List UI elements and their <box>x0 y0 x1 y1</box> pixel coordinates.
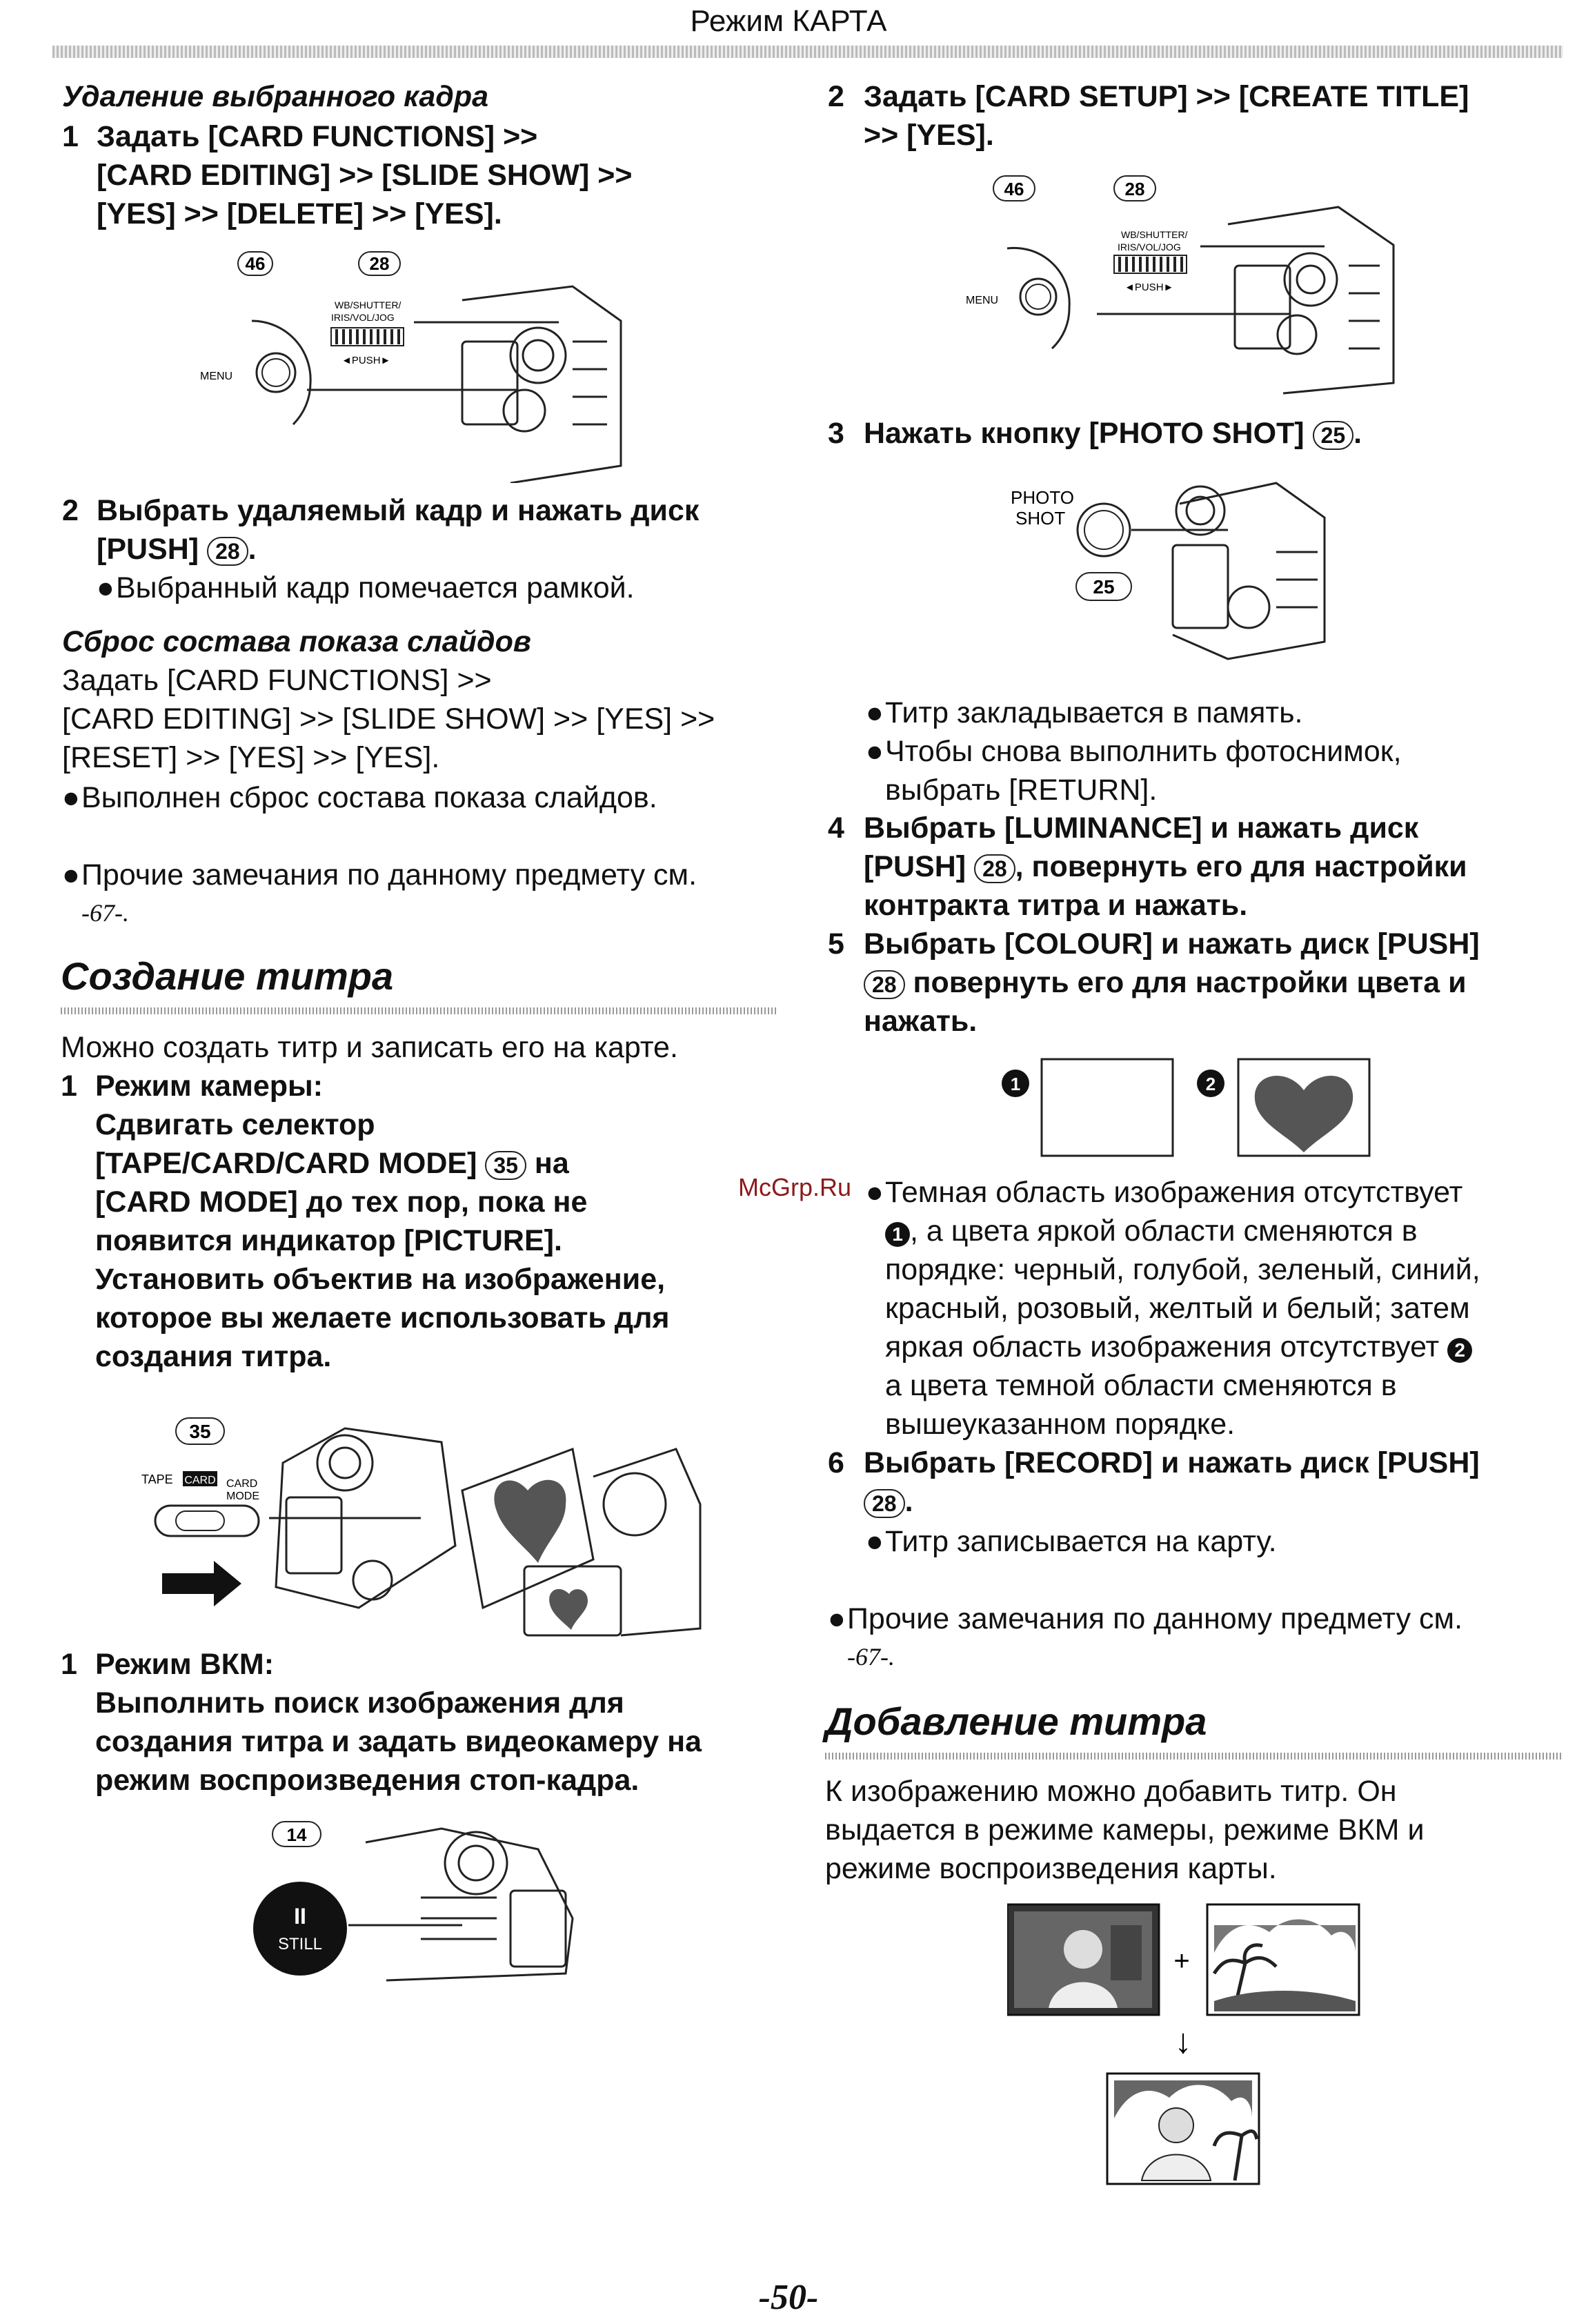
other-note-left: ●Прочие замечания по данному предмету см. <box>62 858 697 892</box>
reset-section-title: Сброс состава показа слайдов <box>62 625 531 658</box>
section-rule <box>825 1753 1563 1760</box>
header-bar <box>52 46 1563 58</box>
create-intro: Можно создать титр и записать его на карте. <box>61 1031 678 1064</box>
section-rule <box>61 1007 778 1014</box>
note-text: Выполнен сброс состава показа слайдов. <box>81 781 657 814</box>
menu-label: MENU <box>200 371 233 382</box>
page-reference: -67-. <box>81 899 129 927</box>
photo-shot-label: PHOTO <box>1011 487 1074 508</box>
title-step4 <box>864 809 1467 925</box>
arrow-down: ↓ <box>1174 2022 1192 2060</box>
create-step1-line: создания титра. <box>95 1340 332 1373</box>
photo-shot-figure <box>1000 476 1331 662</box>
delete-step2-line1: Выбрать удаляемый кадр и нажать диск <box>97 494 700 527</box>
title-step2-line: >> [YES]. <box>864 119 994 152</box>
still-label: STILL <box>277 1935 323 1953</box>
note-line: ●Чтобы снова выполнить фотоснимок, <box>866 735 1402 768</box>
reset-line: [CARD EDITING] >> [SLIDE SHOW] >> [YES] >> <box>62 702 715 736</box>
ref-badge: 28 <box>1124 179 1145 199</box>
menu-dial-figure-1 <box>186 245 628 483</box>
title-step3: Нажать кнопку [PHOTO SHOT] 25 . <box>864 417 1362 450</box>
card-mode-label: MODE <box>226 1490 259 1502</box>
pause-symbol: II <box>294 1904 306 1929</box>
ref-badge: 28 <box>207 537 248 566</box>
note-text: Чтобы снова выполнить фотоснимок, <box>885 735 1402 768</box>
title-step2-number: 2 <box>828 80 844 113</box>
dial-label: IRIS/VOL/JOG <box>1118 242 1181 253</box>
dial-label: IRIS/VOL/JOG <box>331 312 395 323</box>
title-step5-line <box>864 963 1480 1002</box>
create-step1-line <box>95 1144 670 1183</box>
create-step1-line: [CARD MODE] до тех пор, пока не <box>95 1185 588 1219</box>
page-reference: -67-. <box>847 1643 895 1671</box>
add-title-line: К изображению можно добавить титр. Он <box>825 1775 1397 1808</box>
watermark: McGrp.Ru <box>738 1173 852 1201</box>
title-step6-line: 28 . <box>864 1482 1480 1521</box>
delete-step2-note: ●Выбранный кадр помечается рамкой. <box>97 571 635 604</box>
delete-step1-line: Задать [CARD FUNCTIONS] >> <box>97 120 538 153</box>
add-title-line: выдается в режиме камеры, режиме ВКМ и <box>825 1813 1425 1847</box>
menu-dial-figure-2 <box>966 169 1407 397</box>
create-step1-number: 1 <box>61 1070 77 1103</box>
vcr-step1 <box>95 1645 702 1800</box>
title-step5-line: нажать. <box>864 1005 978 1038</box>
create-step1 <box>95 1067 670 1376</box>
ref-badge: 46 <box>1004 179 1024 199</box>
delete-step2-push: [PUSH] <box>97 533 199 566</box>
title-step4-line <box>864 847 1467 886</box>
dial-label: WB/SHUTTER/ <box>1121 229 1188 240</box>
dial-label: WB/SHUTTER/ <box>335 299 401 311</box>
note-line <box>866 1328 1480 1366</box>
marker-2: 2 <box>1447 1338 1472 1363</box>
tape-label: TAPE <box>141 1473 173 1486</box>
add-title-line: режиме воспроизведения карты. <box>825 1852 1277 1885</box>
card-mode-figure <box>138 1408 704 1642</box>
title-step3-number: 3 <box>828 417 844 450</box>
reset-note: ●Выполнен сброс состава показа слайдов. <box>62 781 657 814</box>
add-title-heading: Добавление титра <box>825 1700 1207 1743</box>
note-line: ●Титр закладывается в память. <box>866 696 1303 729</box>
create-step1-line: Режим камеры: <box>95 1070 324 1103</box>
card-mode-label: CARD <box>226 1478 258 1490</box>
title-step3-notes <box>866 693 1402 809</box>
add-title-figure <box>1007 1898 1393 2215</box>
ref-badge: 28 <box>369 253 390 274</box>
create-step1-selector: [TAPE/CARD/CARD MODE] <box>95 1147 477 1180</box>
vcr-step1-number: 1 <box>61 1648 77 1681</box>
title-step2-line: Задать [CARD SETUP] >> [CREATE TITLE] <box>864 80 1469 113</box>
title-step5-text: повернуть его для настройки цвета и <box>913 966 1467 999</box>
title-step4-line: Выбрать [LUMINANCE] и нажать диск <box>864 811 1419 845</box>
note-text: Выбранный кадр помечается рамкой. <box>116 571 635 604</box>
menu-label: MENU <box>966 295 999 306</box>
reset-line: [RESET] >> [YES] >> [YES]. <box>62 741 440 774</box>
note-line: порядке: черный, голубой, зеленый, синий, <box>885 1253 1480 1286</box>
title-step5-line: Выбрать [COLOUR] и нажать диск [PUSH] <box>864 927 1480 961</box>
title-step4-line: контракта титра и нажать. <box>864 889 1248 922</box>
delete-step1-number: 1 <box>62 120 79 153</box>
note-text: Титр записывается на карту. <box>885 1525 1277 1558</box>
create-step1-line: появится индикатор [PICTURE]. <box>95 1224 562 1257</box>
title-step5 <box>864 925 1480 1041</box>
marker-2: 2 <box>1205 1074 1216 1094</box>
note-text: Прочие замечания по данному предмету см. <box>847 1602 1463 1635</box>
page-header: Режим КАРТА <box>690 4 887 38</box>
vcr-step1-line: создания титра и задать видеокамеру на <box>95 1725 702 1758</box>
ref-badge: 46 <box>245 253 266 274</box>
ref-badge: 28 <box>974 854 1015 883</box>
title-step2 <box>864 77 1469 155</box>
plus-sign: + <box>1173 1946 1190 1976</box>
note-line: а цвета темной области сменяются в <box>885 1369 1397 1402</box>
marker-1: 1 <box>1010 1074 1021 1094</box>
note-text: , а цвета яркой области сменяются в <box>910 1214 1418 1248</box>
title-step4-tail: , повернуть его для настройки <box>1015 850 1467 883</box>
create-step1-line: Установить объектив на изображение, <box>95 1263 666 1296</box>
ref-badge: 28 <box>864 1489 905 1518</box>
delete-section-title: Удаление выбранного кадра <box>62 80 489 113</box>
vcr-step1-line: режим воспроизведения стоп-кадра. <box>95 1764 639 1797</box>
vcr-step1-line: Режим ВКМ: <box>95 1648 275 1681</box>
ref-badge: 25 <box>1313 421 1354 450</box>
ref-badge: 35 <box>485 1151 526 1180</box>
photo-shot-label: SHOT <box>1015 508 1066 529</box>
delete-step2-number: 2 <box>62 494 79 527</box>
push-label: ◄PUSH► <box>1124 282 1174 293</box>
note-text: Титр закладывается в память. <box>885 696 1303 729</box>
page-number: -50- <box>758 2278 819 2317</box>
note-line: вышеуказанном порядке. <box>885 1408 1236 1441</box>
delete-step1-line: [CARD EDITING] >> [SLIDE SHOW] >> <box>97 159 633 192</box>
create-title-heading: Создание титра <box>61 954 394 998</box>
title-step4-push: [PUSH] <box>864 850 966 883</box>
vcr-step1-line: Выполнить поиск изображения для <box>95 1686 624 1720</box>
delete-step1 <box>97 117 632 233</box>
other-note-right: ●Прочие замечания по данному предмету см. <box>828 1602 1463 1635</box>
note-text: Темная область изображения отсутствует <box>885 1176 1463 1209</box>
ref-badge: 28 <box>864 970 905 999</box>
add-title-text <box>825 1772 1424 1888</box>
ref-badge: 14 <box>286 1824 307 1845</box>
luminance-figure <box>1000 1056 1387 1159</box>
title-step6-number: 6 <box>828 1446 844 1479</box>
note-line: ●Темная область изображения отсутствует <box>866 1176 1463 1209</box>
card-label: CARD <box>184 1475 216 1486</box>
title-step6-note: ●Титр записывается на карту. <box>866 1525 1277 1558</box>
ref-badge: 25 <box>1093 576 1115 598</box>
note-text: яркая область изображения отсутствует <box>885 1330 1440 1363</box>
note-line <box>866 1212 1480 1250</box>
title-step5-number: 5 <box>828 927 844 961</box>
still-button-figure <box>248 1815 579 1987</box>
note-line: красный, розовый, желтый и белый; затем <box>885 1292 1470 1325</box>
create-step1-tail: на <box>534 1147 569 1180</box>
ref-badge: 35 <box>189 1421 211 1442</box>
create-step1-line: которое вы желаете использовать для <box>95 1301 670 1335</box>
title-step5-notes <box>866 1173 1480 1444</box>
title-step6-line: Выбрать [RECORD] и нажать диск [PUSH] <box>864 1446 1480 1479</box>
note-text: Прочие замечания по данному предмету см. <box>81 858 697 892</box>
title-step3-text: Нажать кнопку [PHOTO SHOT] <box>864 417 1305 450</box>
marker-1: 1 <box>885 1222 910 1247</box>
reset-steps <box>62 661 715 777</box>
delete-step2-line2: [PUSH] 28 . <box>97 533 257 566</box>
title-step4-number: 4 <box>828 811 844 845</box>
title-step6 <box>864 1444 1480 1521</box>
push-label: ◄PUSH► <box>341 355 391 366</box>
reset-line: Задать [CARD FUNCTIONS] >> <box>62 664 492 697</box>
note-line: выбрать [RETURN]. <box>885 774 1158 807</box>
create-step1-line: Сдвигать селектор <box>95 1108 375 1141</box>
delete-step1-line: [YES] >> [DELETE] >> [YES]. <box>97 197 502 230</box>
